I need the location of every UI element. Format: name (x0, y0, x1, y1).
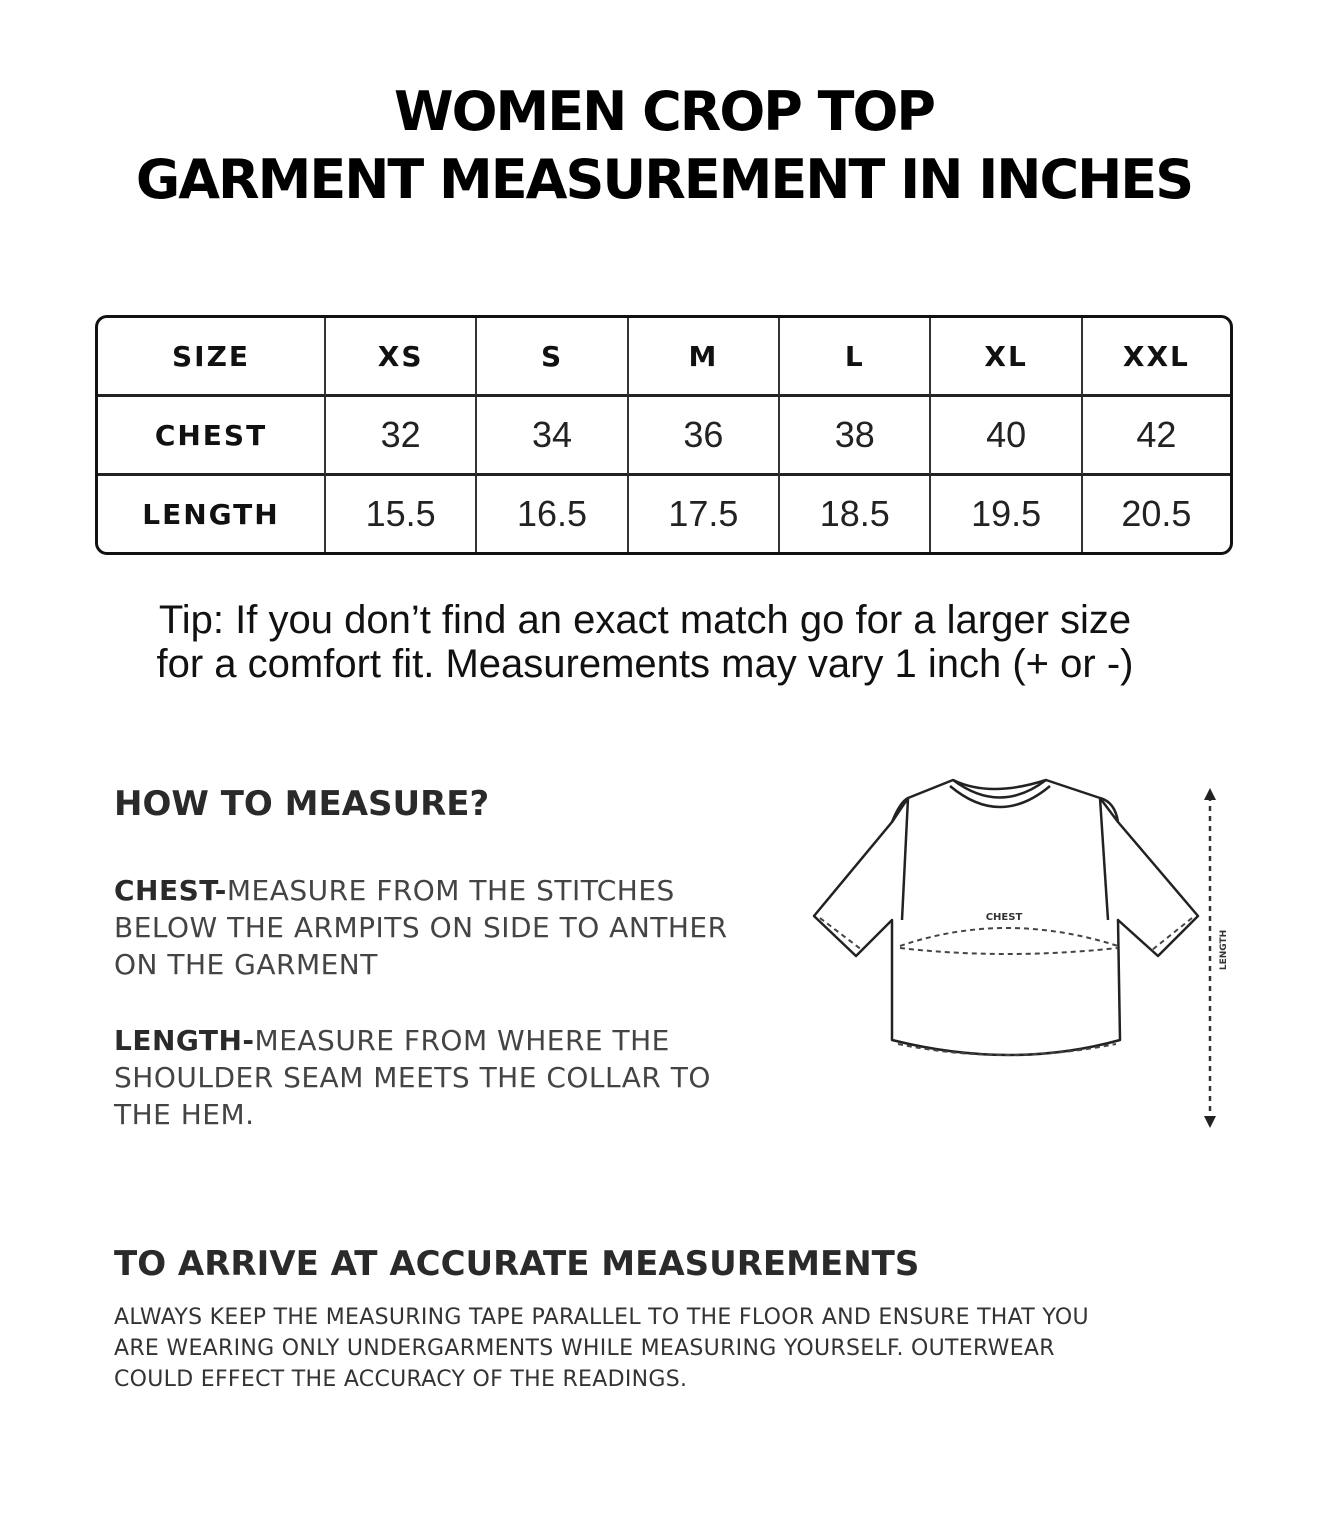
measurement-guides (820, 918, 1192, 1055)
diagram-chest-label: CHEST (985, 912, 1023, 923)
length-arrow-icon (1204, 788, 1216, 1128)
size-header-l: L (780, 318, 931, 397)
tip-line2: for a comfort fit. Measurements may vary 1 inch (+ or -) (156, 642, 1134, 686)
size-header-s: S (477, 318, 628, 397)
accurate-measurements-heading: TO ARRIVE AT ACCURATE MEASUREMENTS (114, 1244, 920, 1284)
chest-cell: 32 (326, 397, 477, 476)
length-cell: 17.5 (629, 476, 780, 552)
size-header-xl: XL (931, 318, 1082, 397)
size-header-m: M (629, 318, 780, 397)
chest-cell: 42 (1083, 397, 1230, 476)
tip-text (0, 598, 1290, 686)
length-instructions (114, 1022, 754, 1133)
table-row-size (98, 318, 1230, 397)
how-to-measure-heading: HOW TO MEASURE? (114, 784, 490, 824)
length-cell: 19.5 (931, 476, 1082, 552)
table-row-length (98, 476, 1230, 552)
chest-cell: 40 (931, 397, 1082, 476)
row-label-chest: CHEST (98, 397, 326, 476)
chest-instructions (114, 872, 754, 983)
length-cell: 15.5 (326, 476, 477, 552)
accurate-measurements-text: ALWAYS KEEP THE MEASURING TAPE PARALLEL TO THE FLOOR AND ENSURE THAT YOU ARE WEARING ONLY UNDERGARMENTS WHILE MEASURING YOURSELF. OUTERWEAR COULD EFFECT THE ACCURACY OF THE READINGS. (114, 1305, 1089, 1392)
crop-top-diagram (800, 770, 1250, 1140)
chest-cell: 38 (780, 397, 931, 476)
chest-instructions-label: CHEST- (114, 874, 227, 907)
chest-instructions-text: MEASURE FROM THE STITCHES BELOW THE ARMPITS ON SIDE TO ANTHER ON THE GARMENT (114, 874, 728, 981)
page-title-line2: GARMENT MEASUREMENT IN INCHES (135, 148, 1193, 211)
table-row-chest (98, 397, 1230, 476)
diagram-length-label: LENGTH (1219, 929, 1229, 971)
length-cell: 20.5 (1121, 493, 1192, 534)
row-label-size: SIZE (98, 318, 326, 397)
length-cell: 16.5 (477, 476, 628, 552)
size-header-xxl: XXL (1083, 318, 1230, 397)
length-instructions-label: LENGTH- (114, 1024, 255, 1057)
tip-line1: If you don’t find an exact match go for a larger size (224, 598, 1132, 642)
length-instructions-text: MEASURE FROM WHERE THE SHOULDER SEAM MEETS THE COLLAR TO THE HEM. (114, 1024, 711, 1131)
chest-cell: 36 (629, 397, 780, 476)
size-header-xs: XS (326, 318, 477, 397)
chest-cell: 34 (477, 397, 628, 476)
length-cell: 18.5 (780, 476, 931, 552)
row-label-length: LENGTH (98, 476, 326, 552)
page-title-line1: WOMEN CROP TOP (394, 80, 934, 143)
size-chart-table (95, 315, 1233, 555)
tip-label: Tip: (158, 598, 225, 642)
